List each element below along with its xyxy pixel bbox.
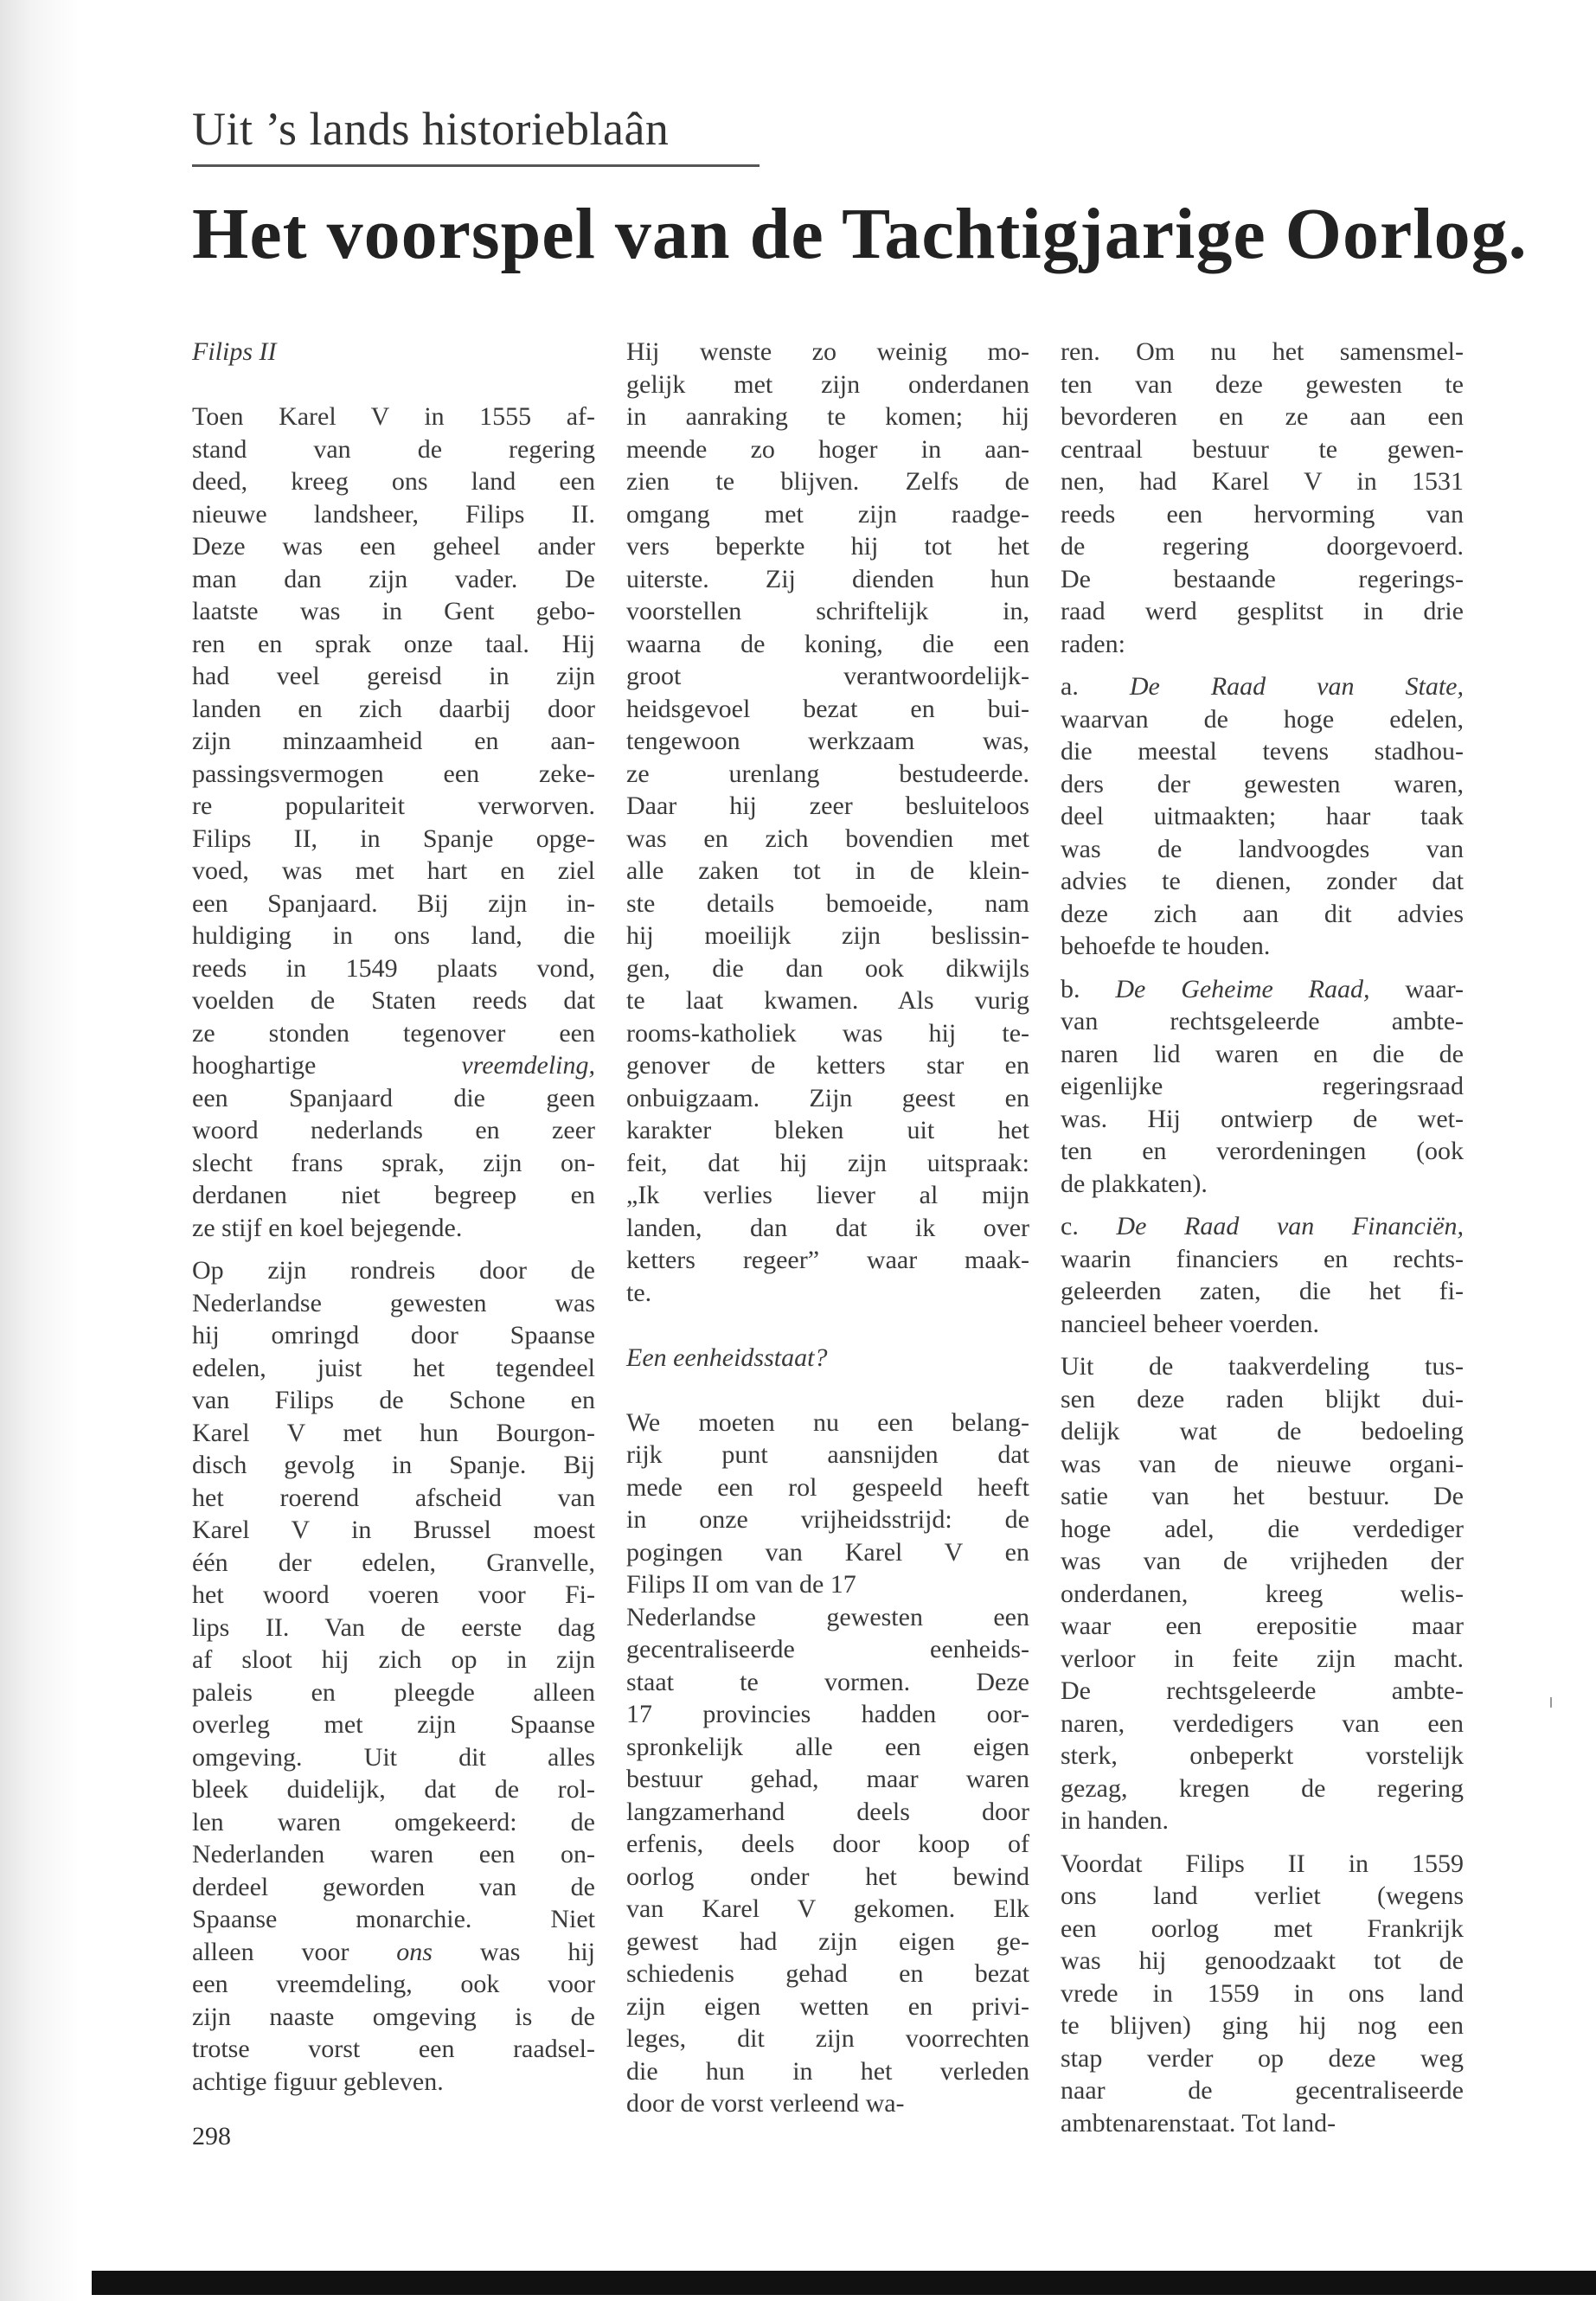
text-line: bestuur gehad, maar waren — [626, 1765, 1029, 1793]
text-line: te laat kwamen. Als vurig — [626, 986, 1029, 1015]
text-line: edelen, juist het tegendeel — [192, 1353, 595, 1382]
text-line: gezag, kregen de regering — [1061, 1773, 1464, 1803]
text-line: een Spanjaard die geen — [192, 1083, 595, 1112]
text-line: De rechtsgeleerde ambte- — [1061, 1676, 1464, 1705]
text-line: alle zaken tot in de klein- — [626, 856, 1029, 885]
article-title: Het voorspel van de Tachtigjarige Oorlog. — [192, 194, 1528, 274]
text-column-3 — [1061, 336, 1464, 2139]
text-line: nieuwe landsheer, Filips II. — [192, 499, 595, 529]
text-line: spronkelijk alle een eigen — [626, 1732, 1029, 1761]
text-line: len waren omgekeerd: de — [192, 1807, 595, 1836]
text-line: te. — [626, 1278, 652, 1307]
text-line: c. De Raad van Financiën, — [1061, 1212, 1464, 1240]
text-line: alleen voor ons was hij — [192, 1937, 595, 1966]
text-line: was. Hij ontwierp de wet- — [1061, 1104, 1464, 1133]
text-line: meende zo hoger in aan- — [626, 434, 1029, 464]
text-line: onbuigzaam. Zijn geest en — [626, 1083, 1029, 1112]
text-line: waarin financiers en rechts- — [1061, 1244, 1464, 1273]
text-line: Filips II, in Spanje opge- — [192, 824, 595, 853]
text-line: ambtenarenstaat. Tot land- — [1061, 2108, 1336, 2138]
text-line: zijn eigen wetten en privi- — [626, 1991, 1029, 2021]
text-line: satie van het bestuur. De — [1061, 1482, 1464, 1510]
text-line: Hij wenste zo weinig mo- — [626, 337, 1029, 366]
text-line: landen, dan dat ik over — [626, 1213, 1029, 1242]
text-line: Nederlandse gewesten was — [192, 1288, 595, 1317]
text-line: was de landvoogdes van — [1061, 834, 1464, 863]
blank-line — [192, 369, 595, 401]
text-line: naar de gecentraliseerde — [1061, 2076, 1464, 2105]
text-line: groot verantwoordelijk- — [626, 662, 1029, 690]
text-line: hij omringd door Spaanse — [192, 1321, 595, 1349]
text-line: waar een erepositie maar — [1061, 1612, 1464, 1640]
text-line: stand van de regering — [192, 434, 595, 464]
text-line: behoefde te houden. — [1061, 932, 1271, 960]
text-line: heidsgevoel bezat en bui- — [626, 694, 1029, 723]
text-line: voorstellen schriftelijk in, — [626, 597, 1029, 625]
section-heading: Uit ’s lands historieblaân — [192, 103, 670, 155]
text-line: feit, dat hij zijn uitspraak: — [626, 1148, 1029, 1177]
text-line: reeds in 1549 plaats vond, — [192, 953, 595, 983]
text-line: derdeel geworden van de — [192, 1872, 595, 1901]
subheading: Filips II — [192, 337, 277, 366]
scan-mark — [1550, 1697, 1552, 1708]
text-line: lips II. Van de eerste dag — [192, 1612, 595, 1642]
text-line: hij moeilijk zijn beslissin- — [626, 921, 1029, 950]
text-line: zijn minzaamheid en aan- — [192, 727, 595, 755]
blank-line — [626, 1309, 1029, 1342]
text-line: ketters regeer” waar maak- — [626, 1246, 1029, 1274]
text-line: woord nederlands en zeer — [192, 1116, 595, 1144]
text-line: naren, verdedigers van een — [1061, 1708, 1464, 1738]
text-line: zijn naaste omgeving is de — [192, 2002, 595, 2031]
text-line: Nederlanden waren een on- — [192, 1840, 595, 1868]
text-line: door de vorst verleend wa- — [626, 2089, 905, 2118]
text-line: de plakkaten). — [1061, 1169, 1208, 1198]
text-line: slecht frans sprak, zijn on- — [192, 1148, 595, 1177]
text-line: van Karel V gekomen. Elk — [626, 1894, 1029, 1923]
scan-edge-shadow — [0, 0, 80, 2301]
text-line: hoge adel, die verdediger — [1061, 1514, 1464, 1543]
text-line: „Ik verlies liever al mijn — [626, 1181, 1029, 1209]
text-line: delijk wat de bedoeling — [1061, 1417, 1464, 1445]
text-line: centraal bestuur te gewen- — [1061, 434, 1464, 464]
text-line: naren lid waren en die de — [1061, 1039, 1464, 1068]
text-line: was van de nieuwe organi- — [1061, 1449, 1464, 1478]
text-line: het woord voeren voor Fi- — [192, 1580, 595, 1609]
text-line: sterk, onbeperkt vorstelijk — [1061, 1741, 1464, 1770]
text-line: karakter bleken uit het — [626, 1116, 1029, 1144]
text-line: onderdanen, kreeg welis- — [1061, 1579, 1464, 1608]
text-line: man dan zijn vader. De — [192, 564, 595, 593]
text-line: genover de ketters star en — [626, 1051, 1029, 1080]
text-line: gen, die dan ook dikwijls — [626, 953, 1029, 983]
text-line: derdanen niet begreep en — [192, 1181, 595, 1209]
text-line: Daar hij zeer besluiteloos — [626, 792, 1029, 820]
blank-line — [626, 1374, 1029, 1407]
text-line: gelijk met zijn onderdanen — [626, 369, 1029, 399]
text-line: vrede in 1559 in ons land — [1061, 1978, 1464, 2008]
text-line: deze zich aan dit advies — [1061, 899, 1464, 928]
text-line: Karel V in Brussel moest — [192, 1516, 595, 1544]
text-line: die meestal tevens stadhou- — [1061, 737, 1464, 766]
text-line: bleek duidelijk, dat de rol- — [192, 1775, 595, 1804]
text-line: stap verder op deze weg — [1061, 2043, 1464, 2073]
text-line: eigenlijke regeringsraad — [1061, 1072, 1464, 1100]
text-line: deel uitmaakten; haar taak — [1061, 802, 1464, 830]
page-number: 298 — [192, 2122, 231, 2150]
text-line: gecentraliseerde eenheids- — [626, 1635, 1029, 1663]
text-line: was en zich bovendien met — [626, 824, 1029, 853]
text-line: nen, had Karel V in 1531 — [1061, 467, 1464, 496]
text-line: een Spanjaard. Bij zijn in- — [192, 888, 595, 918]
text-line: Nederlandse gewesten een — [626, 1602, 1029, 1631]
text-line: nancieel beheer voerden. — [1061, 1309, 1319, 1338]
text-line: reeds een hervorming van — [1061, 499, 1464, 529]
text-line: ten en verordeningen (ook — [1061, 1137, 1464, 1165]
subheading: Een eenheidsstaat? — [626, 1343, 828, 1372]
text-line: achtige figuur gebleven. — [192, 2067, 444, 2096]
text-line: Filips II om van de 17 — [626, 1570, 856, 1599]
text-line: ders der gewesten waren, — [1061, 769, 1464, 798]
text-column-1 — [192, 336, 595, 2098]
text-line: was van de vrijheden der — [1061, 1547, 1464, 1575]
text-line: paleis en pleegde alleen — [192, 1677, 595, 1707]
text-line: in onze vrijheidsstrijd: de — [626, 1505, 1029, 1534]
text-line: had veel gereisd in zijn — [192, 662, 595, 690]
text-line: waarna de koning, die een — [626, 629, 1029, 658]
text-line: disch gevolg in Spanje. Bij — [192, 1451, 595, 1479]
text-line: ren. Om nu het samensmel- — [1061, 337, 1464, 366]
text-line: leges, dit zijn voorrechten — [626, 2024, 1029, 2053]
text-line: overleg met zijn Spaanse — [192, 1710, 595, 1739]
text-line: tengewoon werkzaam was, — [626, 727, 1029, 755]
text-line: landen en zich daarbij door — [192, 694, 595, 723]
text-line: in aanraking te komen; hij — [626, 402, 1029, 431]
text-line: bevorderen en ze aan een — [1061, 402, 1464, 431]
text-line: schiedenis gehad en bezat — [626, 1959, 1029, 1988]
text-line: erfenis, deels door koop of — [626, 1830, 1029, 1858]
text-line: pogingen van Karel V en — [626, 1537, 1029, 1567]
text-line: hooghartige vreemdeling, — [192, 1051, 595, 1080]
text-line: één der edelen, Granvelle, — [192, 1548, 595, 1577]
text-line: Spaanse monarchie. Niet — [192, 1905, 595, 1933]
text-line: ste details bemoeide, nam — [626, 888, 1029, 918]
text-line: uiterste. Zij dienden hun — [626, 564, 1029, 593]
text-line: die hun in het verleden — [626, 2056, 1029, 2086]
text-line: omgeving. Uit dit alles — [192, 1742, 595, 1772]
text-line: rooms-katholiek was hij te- — [626, 1018, 1029, 1048]
text-line: voed, was met hart en ziel — [192, 856, 595, 885]
text-line: b. De Geheime Raad, waar- — [1061, 974, 1465, 1003]
text-line: Voordat Filips II in 1559 — [1061, 1849, 1464, 1878]
text-line: mede een rol gespeeld heeft — [626, 1472, 1029, 1502]
text-line: laatste was in Gent gebo- — [192, 597, 595, 625]
text-line: van rechtsgeleerde ambte- — [1061, 1007, 1464, 1035]
text-line: huldiging in ons land, die — [192, 921, 595, 950]
text-line: raad werd gesplitst in drie — [1061, 597, 1464, 625]
text-line: Deze was een geheel ander — [192, 532, 595, 561]
text-column-2 — [626, 336, 1029, 2120]
text-line: passingsvermogen een zeke- — [192, 759, 595, 788]
text-line: af sloot hij zich op in zijn — [192, 1645, 595, 1674]
text-line: waarvan de hoge edelen, — [1061, 704, 1464, 734]
text-line: gewest had zijn eigen ge- — [626, 1926, 1029, 1956]
text-line: sen deze raden blijkt dui- — [1061, 1384, 1464, 1413]
text-line: het roerend afscheid van — [192, 1483, 595, 1512]
text-line: raden: — [1061, 629, 1125, 658]
text-line: Karel V met hun Bourgon- — [192, 1418, 595, 1447]
text-line: ten van deze gewesten te — [1061, 369, 1464, 399]
text-line: Op zijn rondreis door de — [192, 1256, 595, 1285]
text-line: van Filips de Schone en — [192, 1386, 595, 1414]
heading-underline — [192, 164, 760, 167]
text-line: rijk punt aansnijden dat — [626, 1440, 1029, 1469]
text-line: was hij genoodzaakt tot de — [1061, 1946, 1464, 1975]
text-line: We moeten nu een belang- — [626, 1407, 1029, 1437]
text-line: oorlog onder het bewind — [626, 1862, 1029, 1891]
text-line: ren en sprak onze taal. Hij — [192, 629, 595, 658]
text-line: langzamerhand deels door — [626, 1797, 1029, 1826]
scan-bottom-bar — [92, 2271, 1596, 2295]
text-line: trotse vorst een raadsel- — [192, 2035, 595, 2063]
text-line: ons land verliet (wegens — [1061, 1881, 1464, 1910]
text-line: ze stijf en koel bejegende. — [192, 1213, 463, 1242]
text-line: staat te vormen. Deze — [626, 1667, 1029, 1696]
text-line: geleerden zaten, die het fi- — [1061, 1277, 1464, 1305]
text-line: deed, kreeg ons land een — [192, 467, 595, 496]
text-line: voelden de Staten reeds dat — [192, 986, 595, 1015]
text-line: in handen. — [1061, 1806, 1169, 1835]
text-line: te blijven) ging hij nog een — [1061, 2011, 1464, 2040]
text-line: een vreemdeling, ook voor — [192, 1970, 595, 1998]
text-line: verloor in feite zijn macht. — [1061, 1644, 1464, 1673]
text-line: vers beperkte hij tot het — [626, 532, 1029, 561]
text-line: De bestaande regerings- — [1061, 564, 1464, 593]
text-line: advies te dienen, zonder dat — [1061, 867, 1464, 895]
text-line: ze urenlang bestudeerde. — [626, 759, 1029, 788]
text-line: zien te blijven. Zelfs de — [626, 467, 1029, 496]
text-line: omgang met zijn raadge- — [626, 499, 1029, 529]
text-line: de regering doorgevoerd. — [1061, 532, 1464, 561]
text-line: re populariteit verworven. — [192, 792, 595, 820]
text-line: ze stonden tegenover een — [192, 1018, 595, 1048]
text-line: Toen Karel V in 1555 af- — [192, 402, 595, 431]
text-line: een oorlog met Frankrijk — [1061, 1913, 1464, 1943]
text-line: a. De Raad van State, — [1061, 672, 1464, 701]
text-line: Uit de taakverdeling tus- — [1061, 1352, 1464, 1381]
text-line: 17 provincies hadden oor- — [626, 1700, 1029, 1728]
